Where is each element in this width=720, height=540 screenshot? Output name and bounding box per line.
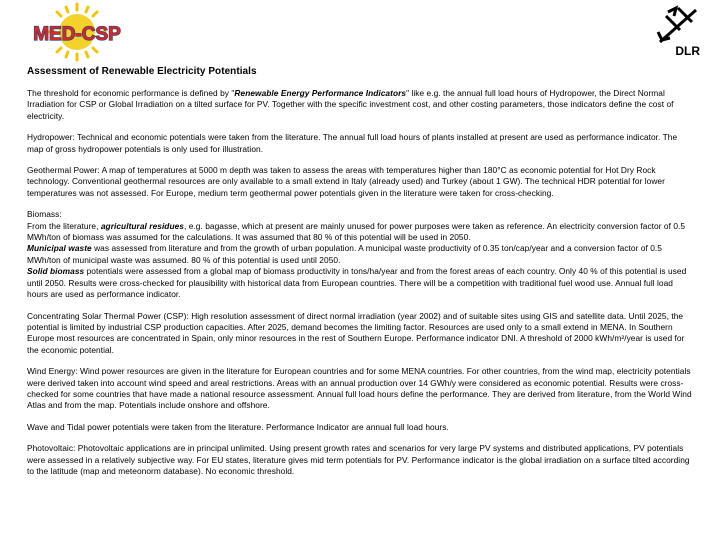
intro-text-end: " like e.g. the annual full load hours of Hydropower, the Direct Normal Irradiation for CSP or Global Irradiation on a tilted surface for PV. Together with the specific investment cost, and other costing parameters, those indicators define the cost of electricity. [27,88,674,121]
geothermal-paragraph: Geothermal Power: A map of temperatures at 5000 m depth was taken to assess the areas with temperatures higher than 180°C as economic potential for Hot Dry Rock technology. Conventional geothermal resources are only available to a small extend in Italy (already used) and Turkey (about 1 GW). The technical HDR potential for lower temperatures was not assessed. For Europe, medium term geothermal power potentials given in the literature were taken for cross-checking. [27,165,665,198]
hydropower-paragraph: Hydropower: Technical and economic potentials were taken from the literature. The annual full load hours of plants installed at present are used as performance indicator. The map of gross hydropower potentials is only used for illustration. [27,132,678,154]
biomass-municipal-emphasis: Municipal waste [27,243,92,254]
med-csp-logo [22,2,132,64]
med-csp-sun-icon [22,2,132,64]
med-csp-logo-text: MED-CSP [33,24,121,45]
document-body [27,66,695,487]
page-title: Assessment of Renewable Electricity Potentials [27,66,257,77]
biomass-agri-prefix: From the literature, [27,220,101,231]
biomass-solid-emphasis: Solid biomass [27,266,85,277]
biomass-agri-emphasis: agricultural residues [100,220,184,231]
pv-paragraph: Photovoltaic: Photovoltaic applications are in principal unlimited. Using present growth rates and scenarios for very large PV systems and distributed applications, PV potentials were assessed in a relatively subjective way. For EU states, literature gives mid term potentials for PV. Performance indicator is the global irradiation on a surface tilted according to the latitude (map and meteonorm database). No economic threshold. [27,443,690,476]
biomass-heading: Biomass: [27,209,62,220]
intro-emphasis: Renewable Energy Performance Indicators [234,88,407,98]
dlr-emblem-icon [650,4,706,48]
csp-paragraph: Concentrating Solar Thermal Power (CSP): High resolution assessment of direct normal irradiation (year 2002) and of suitable sites using GIS and satellite data. Until 2025, the potential is limited by industrial CSP production capacities. After 2025, demand becomes the limiting factor. Resources are used only to a small extend in MENA. In Southern Europe most resources are concentrated in Spain, only minor resources in the rest of Southern Europe. Performance indicator DNI. A threshold of 2000 kWh/m²/year is used for the economic potential. [27,310,685,355]
wind-paragraph: Wind Energy: Wind power resources are given in the literature for European countries and for some MENA countries. For other countries, from the wind map, electricity potentials were derived taken into account wind speed and areal restrictions. Areas with an annual production over 14 GWh/y were considered as economic potential. Results were cross-checked for some countries that have made a national resource assessment. Annual full load hours define the performance. They are derived from literature, from the World Wind Atlas and from the map. Potentials include onshore and offshore. [27,366,692,411]
biomass-solid-text: potentials were assessed from a global map of biomass productivity in tons/ha/year and from the forest areas of each country. Only 40 % of this potential is used until 2050. Results were cross-checked for plausibility with historical data from European countries. There will be a competition with traditional fuel wood use. Annual full load hours are used as performance indicator. [27,266,687,300]
biomass-paragraph [27,209,695,300]
biomass-agri-text: , e.g. bagasse, which at present are mainly unused for power purposes were taken as reference. An electricity conversion factor of 0.5 MWh/ton of biomass was assumed for the calculations. It was assumed that 80 % of this potential will be used in 2050. [27,220,686,243]
dlr-logo-text: DLR [675,44,700,58]
intro-text-start: The threshold for economic performance is defined by " [27,88,235,98]
biomass-municipal-text: was assessed from literature and from the growth of urban population. A municipal waste productivity of 0.35 ton/cap/year and a conversion factor of 0.5 MWh/ton of municipal waste was assumed. 80 % of this potential is used until 2050. [27,243,662,265]
intro-paragraph [27,88,695,122]
wave-paragraph: Wave and Tidal power potentials were taken from the literature. Performance Indicator are annual full load hours. [27,421,449,432]
